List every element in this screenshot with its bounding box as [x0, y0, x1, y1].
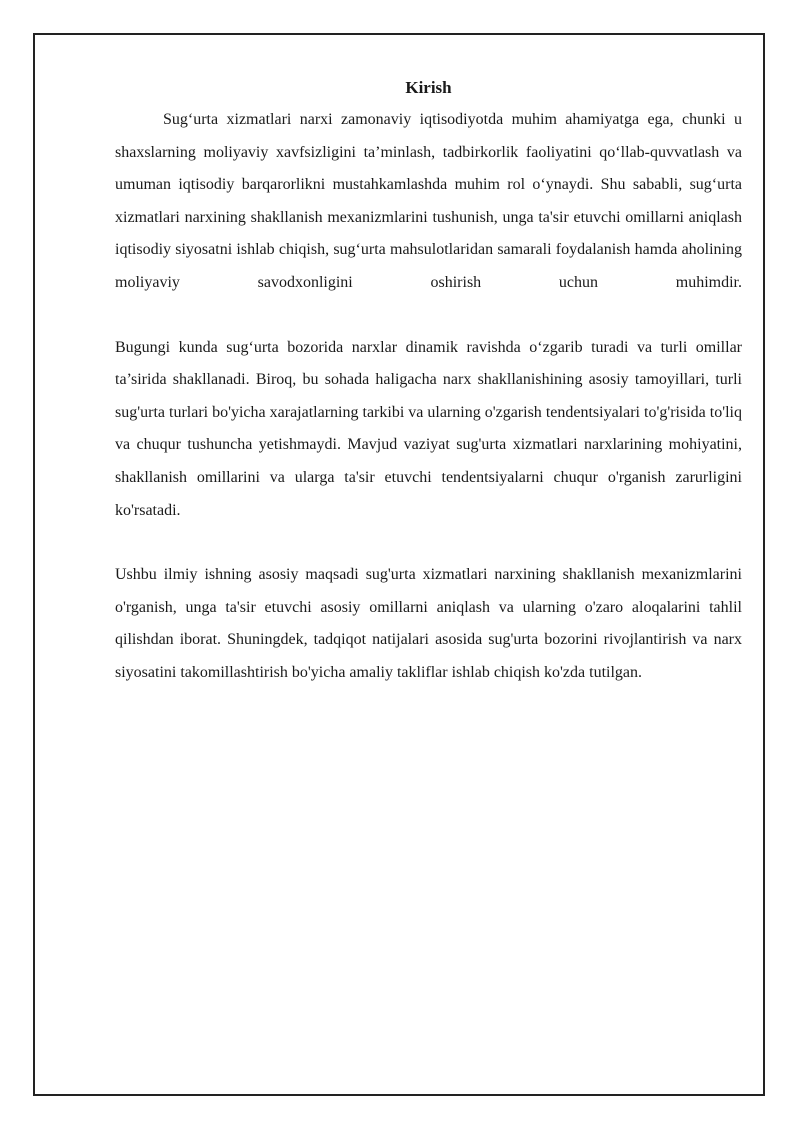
paragraph-research-goal: Ushbu ilmiy ishning asosiy maqsadi sug'urta xizmatlari narxining shakllanish mexanizmlarini o'rganish, unga ta'sir etuvchi asosiy omillarni aniqlash va ularning o'zaro aloqalarini tahlil qilishdan iborat. Shuningdek, tadqiqot natijalari asosida sug'urta bozorini rivojlantirish va narx siyosatini takomillashtirish bo'yicha amaliy takliflar ishlab chiqish ko'zda tutilgan.	[115, 566, 742, 681]
paragraph-introduction: Sug‘urta xizmatlari narxi zamonaviy iqtisodiyotda muhim ahamiyatga ega, chunki u shaxslarning moliyaviy xavfsizligini ta’minlash, tadbirkorlik faoliyatini qo‘llab-quvvatlash va umuman iqtisodiy barqarorlikni mustahkamlashda muhim rol o‘ynaydi. Shu sababli, sug‘urta xizmatlari narxining shakllanish mexanizmlarini tushunish, unga ta'sir etuvchi omillarni aniqlash iqtisodiy siyosatni ishlab chiqish, sug‘urta mahsulotlaridan samarali foydalanish hamda aholining moliyaviy savodxonligini oshirish uchun muhimdir.	[115, 111, 742, 291]
document-title: Kirish	[405, 78, 452, 97]
paragraph-current-state: Bugungi kunda sug‘urta bozorida narxlar dinamik ravishda o‘zgarib turadi va turli omillar ta’sirida shakllanadi. Biroq, bu sohada haligacha narx shakllanishining asosiy tamoyillari, turli sug'urta turlari bo'yicha xarajatlarning tarkibi va ularning o'zgarish tendentsiyalari to'g'risida to'liq va chuqur tushuncha yetishmaydi. Mavjud vaziyat sug'urta xizmatlari narxlarining mohiyatini, shakllanish omillarini va ularga ta'sir etuvchi tendentsiyalarni chuqur o'rganish zarurligini ko'rsatadi.	[115, 338, 742, 519]
paragraph-gap	[115, 300, 742, 332]
paragraph-gap	[115, 527, 742, 559]
document-body	[115, 74, 742, 690]
